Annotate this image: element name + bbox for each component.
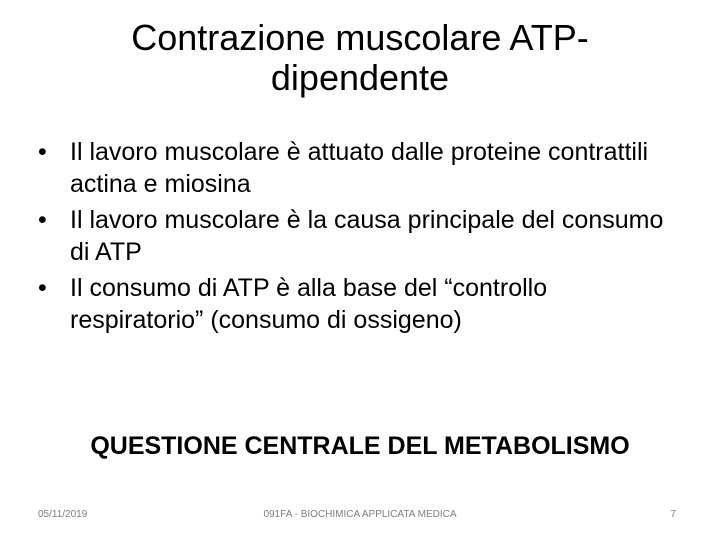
bullet-text: Il lavoro muscolare è attuato dalle proteine contrattili actina e miosina — [70, 138, 649, 198]
bullet-item — [36, 272, 676, 336]
slide-title-line-1: Contrazione muscolare ATP- — [131, 17, 589, 58]
bullet-item — [36, 204, 676, 268]
bullet-list — [36, 136, 676, 340]
bullet-text: Il lavoro muscolare è la causa principale del consumo di ATP — [70, 206, 664, 266]
bullet-icon: • — [38, 206, 47, 234]
footer-course: 091FA - BIOCHIMICA APPLICATA MEDICA — [263, 509, 457, 520]
bullet-icon: • — [38, 138, 47, 166]
bullet-icon: • — [38, 274, 47, 302]
central-statement: QUESTIONE CENTRALE DEL METABOLISMO — [90, 432, 630, 460]
footer-page-number: 7 — [670, 509, 676, 520]
footer-date: 05/11/2019 — [38, 509, 88, 520]
bullet-text: Il consumo di ATP è alla base del “controllo respiratorio” (consumo di ossigeno) — [70, 274, 548, 334]
slide-title — [90, 18, 630, 98]
slide-title-line-2: dipendente — [270, 57, 450, 98]
bullet-item — [36, 136, 676, 200]
